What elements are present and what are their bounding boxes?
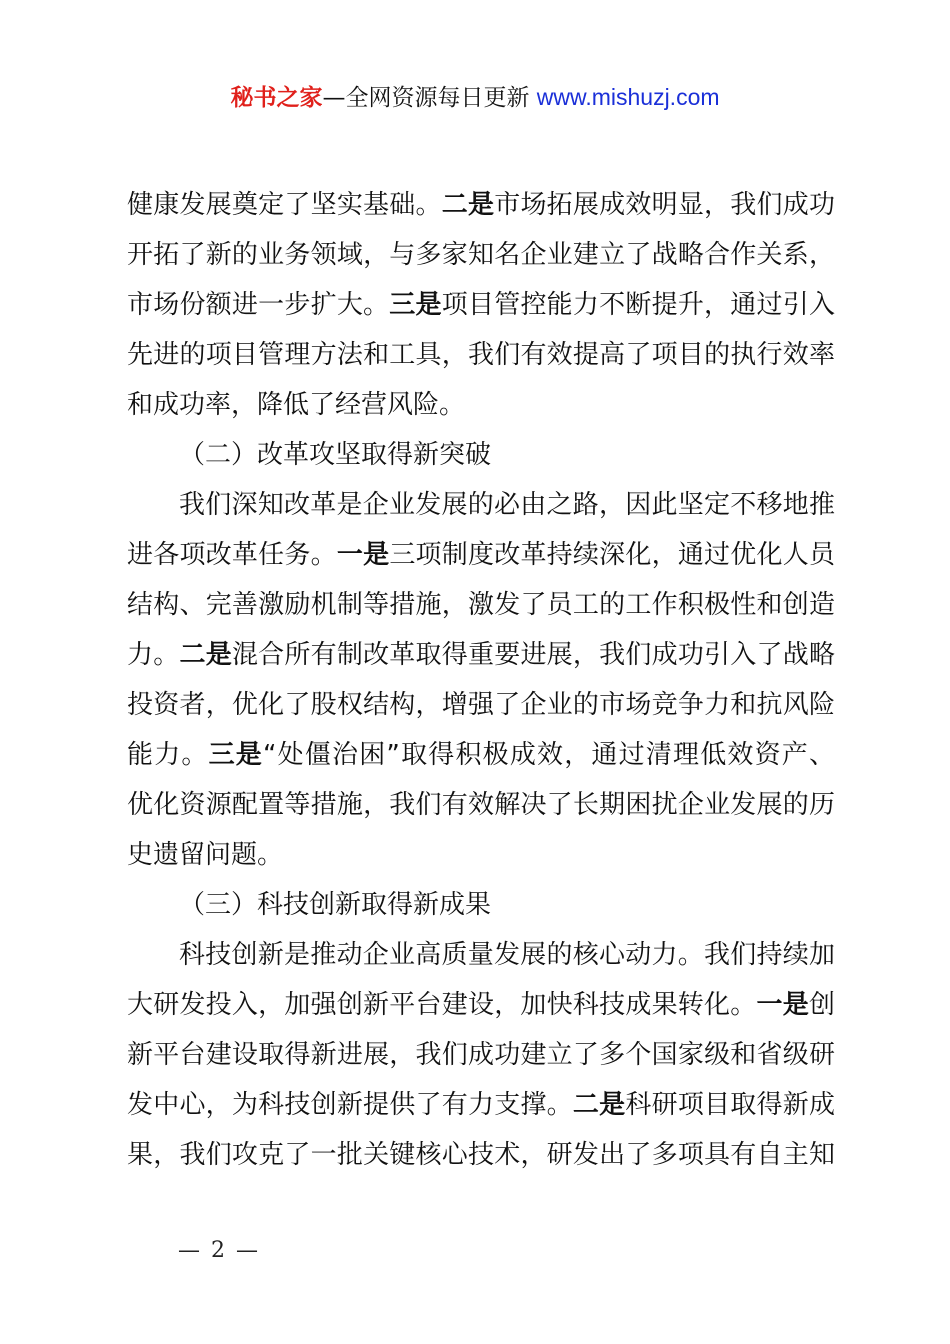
site-slogan: —全网资源每日更新 xyxy=(322,85,530,111)
text-segment: “处僵治困”取得积极成效，通过清理低效资产、 xyxy=(262,740,835,770)
text-line xyxy=(127,230,835,280)
text-segment: 市场拓展成效明显，我们成功 xyxy=(494,190,835,220)
text-segment: 三项制度改革持续深化，通过优化人员 xyxy=(389,540,835,570)
text-line xyxy=(127,730,835,780)
site-brand: 秘书之家 xyxy=(230,85,323,111)
bold-marker: 二是 xyxy=(441,190,495,220)
text-segment: 开拓了新的业务领域，与多家知名企业建立了战略合作关系， xyxy=(127,240,835,270)
document-body xyxy=(127,180,835,1180)
text-segment: 史遗留问题。 xyxy=(127,840,284,870)
text-segment: 结构、完善激励机制等措施，激发了员工的工作积极性和创造 xyxy=(127,590,835,620)
bold-marker: 一是 xyxy=(756,990,809,1020)
site-url[interactable]: www.mishuzj.com xyxy=(536,84,720,110)
text-segment: （二）改革攻坚取得新突破 xyxy=(179,440,492,470)
text-line xyxy=(127,180,835,230)
text-line xyxy=(127,1030,835,1080)
text-line xyxy=(127,830,835,880)
bold-marker: 二是 xyxy=(179,640,232,670)
text-segment: 进各项改革任务。 xyxy=(127,540,337,570)
text-line xyxy=(127,480,835,530)
text-line xyxy=(127,980,835,1030)
text-segment: 我们深知改革是企业发展的必由之路，因此坚定不移地推 xyxy=(179,490,835,520)
text-segment: 先进的项目管理方法和工具，我们有效提高了项目的执行效率 xyxy=(127,340,835,370)
bold-marker: 一是 xyxy=(336,540,390,570)
text-line xyxy=(127,630,835,680)
text-segment: 力。 xyxy=(127,640,180,670)
text-segment: 投资者，优化了股权结构，增强了企业的市场竞争力和抗风险 xyxy=(127,690,835,720)
text-line xyxy=(127,380,835,430)
bold-marker: 三是 xyxy=(389,290,442,320)
page-number: — 2 — xyxy=(178,1238,260,1263)
text-segment: 发中心，为科技创新提供了有力支撑。 xyxy=(127,1090,573,1120)
text-line xyxy=(127,680,835,730)
text-line xyxy=(127,580,835,630)
text-segment: （三）科技创新取得新成果 xyxy=(179,890,492,920)
text-segment: 和成功率，降低了经营风险。 xyxy=(127,390,466,420)
text-segment: 新平台建设取得新进展，我们成功建立了多个国家级和省级研 xyxy=(127,1040,835,1070)
text-segment: 创 xyxy=(808,990,835,1020)
text-line xyxy=(127,1080,835,1130)
text-line xyxy=(127,880,835,930)
bold-marker: 三是 xyxy=(208,740,263,770)
text-line xyxy=(127,780,835,830)
text-segment: 能力。 xyxy=(127,740,209,770)
text-segment: 科技创新是推动企业高质量发展的核心动力。我们持续加 xyxy=(179,940,835,970)
bold-marker: 二是 xyxy=(572,1090,626,1120)
text-line xyxy=(127,530,835,580)
text-segment: 混合所有制改革取得重要进展，我们成功引入了战略 xyxy=(231,640,835,670)
text-segment: 市场份额进一步扩大。 xyxy=(127,290,390,320)
text-segment: 健康发展奠定了坚实基础。 xyxy=(127,190,442,220)
text-line xyxy=(127,330,835,380)
text-segment: 科研项目取得新成 xyxy=(625,1090,835,1120)
text-line xyxy=(127,1130,835,1180)
text-line xyxy=(127,280,835,330)
text-segment: 优化资源配置等措施，我们有效解决了长期困扰企业发展的历 xyxy=(127,790,835,820)
text-line xyxy=(127,930,835,980)
page-header xyxy=(0,82,950,113)
text-segment: 大研发投入，加强创新平台建设，加快科技成果转化。 xyxy=(127,990,757,1020)
text-segment: 项目管控能力不断提升，通过引入 xyxy=(441,290,835,320)
text-line xyxy=(127,430,835,480)
text-segment: 果，我们攻克了一批关键核心技术，研发出了多项具有自主知 xyxy=(127,1140,835,1170)
